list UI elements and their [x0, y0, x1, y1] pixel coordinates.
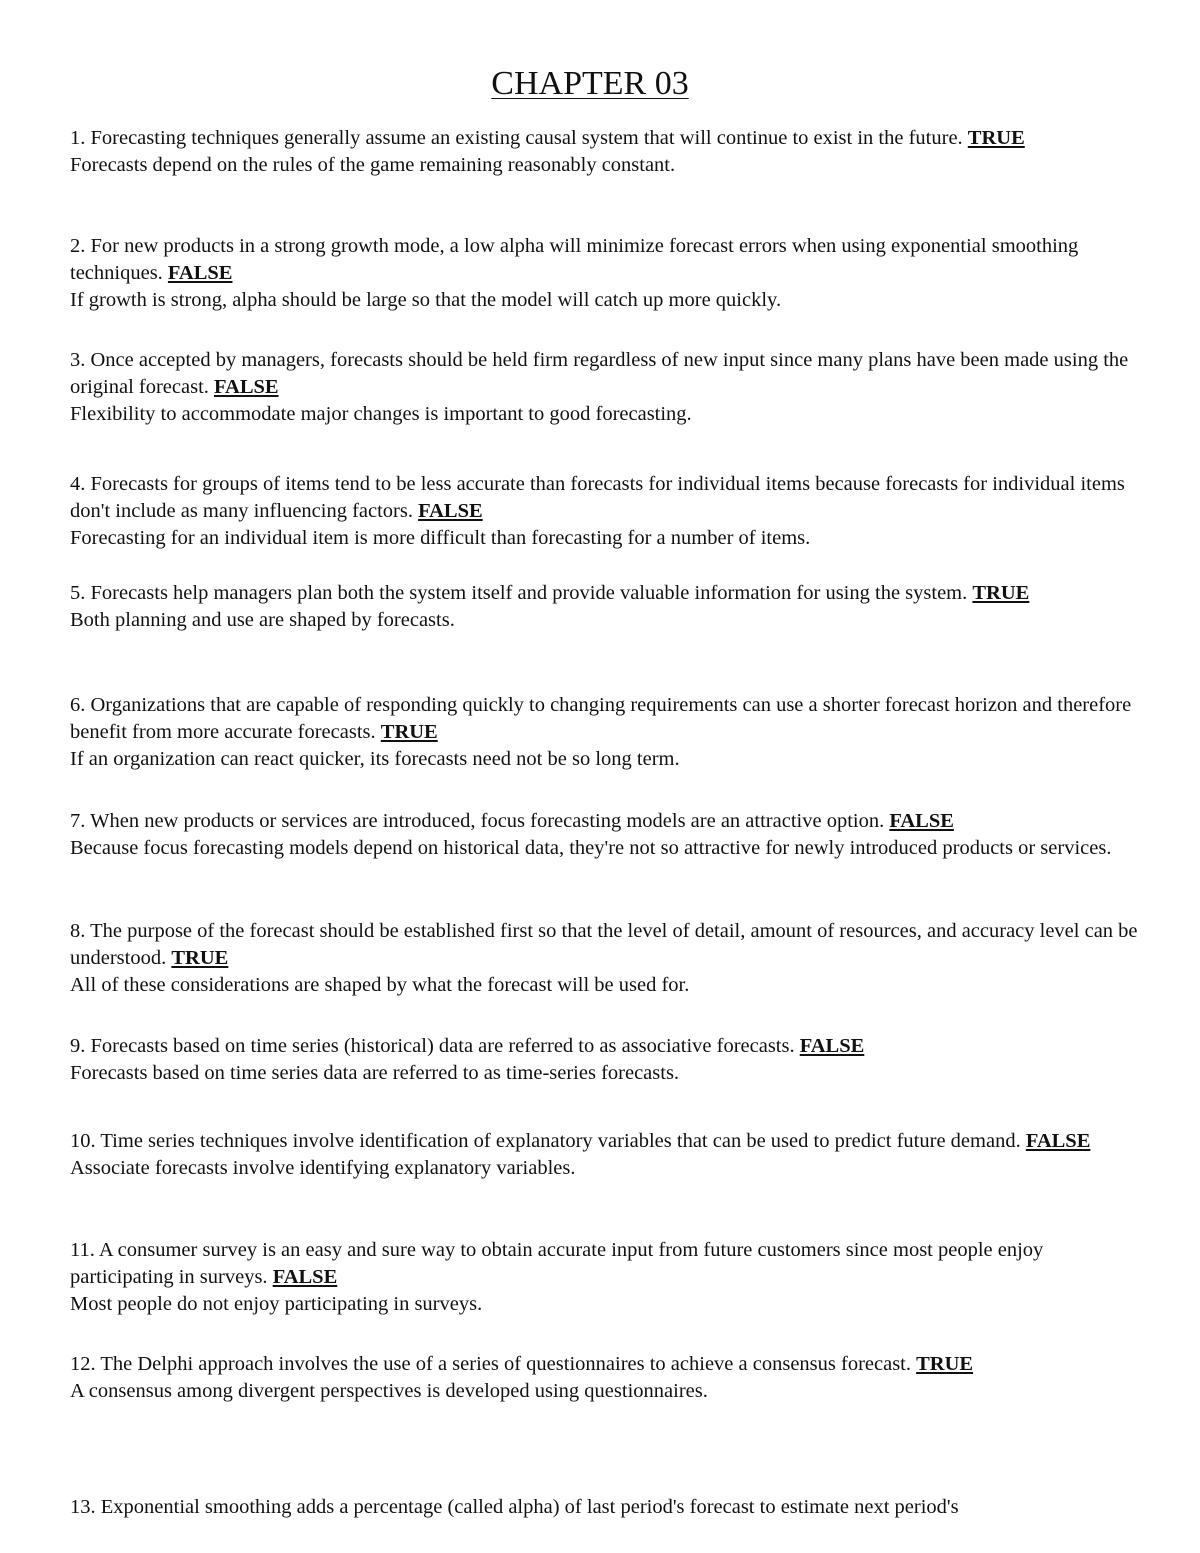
question-statement: 9. Forecasts based on time series (historical) data are referred to as associative forecasts.	[70, 1035, 795, 1057]
question-item	[70, 125, 1138, 179]
question-item	[70, 808, 1138, 862]
explanation-text: Associate forecasts involve identifying explanatory variables.	[70, 1157, 576, 1179]
chapter-title: CHAPTER 03	[491, 65, 689, 102]
question-item	[70, 1351, 1138, 1405]
answer-label: TRUE	[967, 127, 1025, 149]
question-text	[70, 1237, 1138, 1291]
question-item	[70, 1494, 1138, 1521]
explanation-text: A consensus among divergent perspectives is developed using questionnaires.	[70, 1380, 708, 1402]
answer-label: FALSE	[889, 810, 954, 832]
answer-label: FALSE	[799, 1035, 865, 1057]
explanation-text: Forecasting for an individual item is more difficult than forecasting for a number of items.	[70, 527, 811, 549]
explanation-text: Both planning and use are shaped by forecasts.	[70, 609, 455, 631]
answer-label: FALSE	[1025, 1130, 1091, 1152]
question-statement: 8. The purpose of the forecast should be established first so that the level of detail, amount of resources, and accuracy level can be understood.	[70, 920, 1138, 969]
question-item	[70, 233, 1138, 314]
question-text	[70, 471, 1138, 525]
question-item	[70, 1237, 1138, 1318]
explanation-text: Flexibility to accommodate major changes is important to good forecasting.	[70, 403, 692, 425]
question-statement: 10. Time series techniques involve identification of explanatory variables that can be used to predict future demand.	[70, 1130, 1021, 1152]
question-text	[70, 692, 1138, 746]
question-item	[70, 347, 1138, 428]
question-text	[70, 347, 1138, 401]
question-text	[70, 808, 1138, 835]
question-statement: 2. For new products in a strong growth mode, a low alpha will minimize forecast errors when using exponential smoothing techniques.	[70, 235, 1079, 284]
question-item	[70, 1128, 1138, 1182]
question-text	[70, 918, 1138, 972]
explanation-text: Most people do not enjoy participating in surveys.	[70, 1293, 483, 1315]
question-statement: 4. Forecasts for groups of items tend to be less accurate than forecasts for individual items because forecasts for individual items don't include as many influencing factors.	[70, 473, 1125, 522]
question-statement: 7. When new products or services are introduced, focus forecasting models are an attractive option.	[70, 810, 885, 832]
answer-label: TRUE	[171, 947, 229, 969]
question-item	[70, 692, 1138, 773]
explanation-text: Forecasts depend on the rules of the game remaining reasonably constant.	[70, 154, 676, 176]
question-statement: 3. Once accepted by managers, forecasts should be held firm regardless of new input since many plans have been made using the original forecast.	[70, 349, 1129, 398]
explanation-text: All of these considerations are shaped by what the forecast will be used for.	[70, 974, 690, 996]
answer-label: FALSE	[418, 500, 483, 522]
question-statement: 5. Forecasts help managers plan both the system itself and provide valuable information for using the system.	[70, 582, 968, 604]
question-statement: 1. Forecasting techniques generally assume an existing causal system that will continue to exist in the future.	[70, 127, 963, 149]
answer-label: FALSE	[167, 262, 233, 284]
question-statement: 12. The Delphi approach involves the use of a series of questionnaires to achieve a consensus forecast.	[70, 1353, 911, 1375]
question-text	[70, 1494, 1138, 1521]
explanation-text: Because focus forecasting models depend on historical data, they're not so attractive for newly introduced products or services.	[70, 837, 1112, 859]
question-text	[70, 1033, 1138, 1060]
question-text	[70, 580, 1138, 607]
question-text	[70, 1128, 1138, 1155]
question-text	[70, 1351, 1138, 1378]
question-statement: 13. Exponential smoothing adds a percentage (called alpha) of last period's forecast to estimate next period's	[70, 1496, 959, 1518]
explanation-text: If growth is strong, alpha should be large so that the model will catch up more quickly.	[70, 289, 782, 311]
answer-label: FALSE	[272, 1266, 338, 1288]
answer-label: TRUE	[380, 721, 438, 743]
question-text	[70, 125, 1138, 152]
question-item	[70, 1033, 1138, 1087]
question-statement: 6. Organizations that are capable of responding quickly to changing requirements can use a shorter forecast horizon and therefore benefit from more accurate forecasts.	[70, 694, 1132, 743]
question-item	[70, 471, 1138, 552]
answer-label: TRUE	[916, 1353, 974, 1375]
explanation-text: Forecasts based on time series data are referred to as time-series forecasts.	[70, 1062, 680, 1084]
question-item	[70, 918, 1138, 999]
question-item	[70, 580, 1138, 634]
question-text	[70, 233, 1138, 287]
question-statement: 11. A consumer survey is an easy and sure way to obtain accurate input from future customers since most people enjoy participating in surveys.	[70, 1239, 1044, 1288]
answer-label: TRUE	[972, 582, 1030, 604]
explanation-text: If an organization can react quicker, its forecasts need not be so long term.	[70, 748, 680, 770]
answer-label: FALSE	[214, 376, 279, 398]
